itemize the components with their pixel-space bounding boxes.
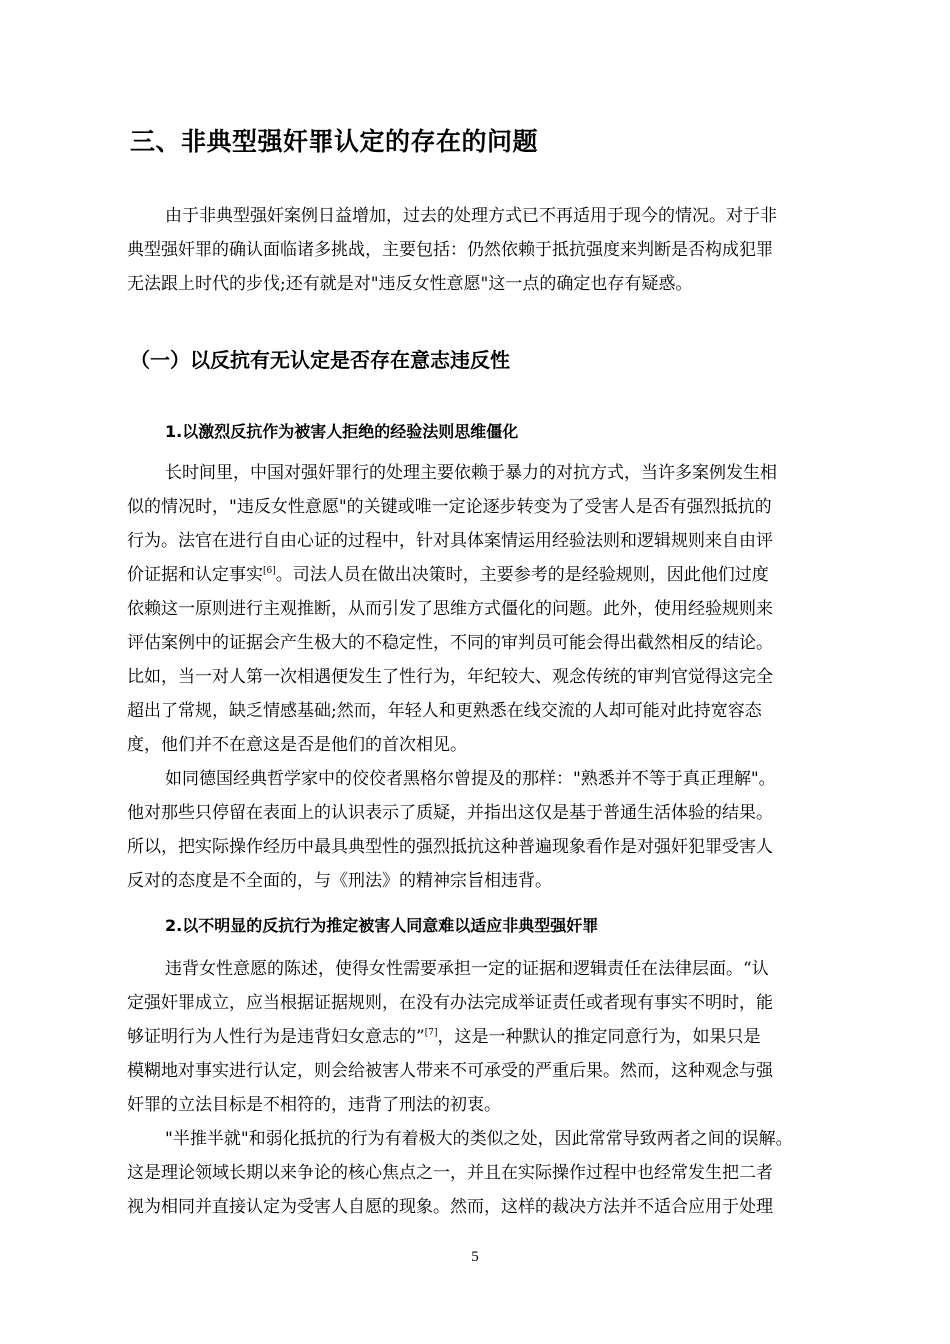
text-line: 视为相同并直接认定为受害人自愿的现象。然而，这样的裁决方法并不适合应用于处理 bbox=[127, 1197, 773, 1217]
text-line: 依赖这一原则进行主观推断，从而引发了思维方式僵化的问题。此外，使用经验规则来 bbox=[127, 599, 773, 619]
text-segment: 价证据和认定事实 bbox=[127, 565, 263, 585]
text-line: 无法跟上时代的步伐;还有就是对"违反女性意愿"这一点的确定也存有疑惑。 bbox=[127, 274, 693, 294]
section-title: 三、非典型强奸罪认定的存在的问题 bbox=[130, 127, 539, 156]
citation-ref: [6] bbox=[263, 566, 276, 576]
text-line-with-citation bbox=[127, 1020, 862, 1054]
point-1-paragraph-2 bbox=[127, 762, 862, 898]
text-line: 评估案例中的证据会产生极大的不稳定性，不同的审判员可能会得出截然相反的结论。 bbox=[127, 633, 773, 653]
point-2-title: 2.以不明显的反抗行为推定被害人同意难以适应非典型强奸罪 bbox=[165, 916, 599, 935]
text-segment: 。司法人员在做出决策时，主要参考的是经验规则，因此他们过度 bbox=[275, 565, 769, 585]
point-2-paragraph-1 bbox=[127, 952, 862, 1122]
subsection-title: （一）以反抗有无认定是否存在意志违反性 bbox=[130, 348, 510, 372]
text-line: 所以，把实际操作经历中最具典型性的强烈抵抗这种普遍现象看作是对强奸犯罪受害人 bbox=[127, 837, 773, 857]
text-line: 典型强奸罪的确认面临诸多挑战，主要包括：仍然依赖于抵抗强度来判断是否构成犯罪 bbox=[127, 240, 773, 260]
text-line: 定强奸罪成立，应当根据证据规则，在没有办法完成举证责任或者现有事实不明时，能 bbox=[127, 993, 773, 1013]
point-2-paragraph-2 bbox=[127, 1122, 862, 1224]
page-number: 5 bbox=[471, 1249, 479, 1265]
point-1-paragraph-1 bbox=[127, 456, 862, 762]
text-line: 奸罪的立法目标是不相符的，违背了刑法的初衷。 bbox=[127, 1095, 501, 1115]
text-line: 这是理论领域长期以来争论的核心焦点之一，并且在实际操作过程中也经常发生把二者 bbox=[127, 1163, 773, 1183]
text-line: 似的情况时，"违反女性意愿"的关键或唯一定论逐步转变为了受害人是否有强烈抵抗的 bbox=[127, 497, 772, 517]
text-line: 由于非典型强奸案例日益增加，过去的处理方式已不再适用于现今的情况。对于非 bbox=[165, 206, 777, 226]
intro-paragraph bbox=[127, 199, 862, 301]
text-segment: 够证明行为人性行为是违背妇女意志的” bbox=[127, 1027, 425, 1047]
citation-ref: [7] bbox=[424, 1028, 438, 1038]
text-line: 反对的态度是不全面的，与《刑法》的精神宗旨相违背。 bbox=[127, 871, 552, 891]
text-line: 违背女性意愿的陈述，使得女性需要承担一定的证据和逻辑责任在法律层面。“认 bbox=[165, 959, 769, 979]
text-line-with-citation bbox=[127, 558, 862, 592]
point-1-title: 1.以激烈反抗作为被害人拒绝的经验法则思维僵化 bbox=[165, 422, 519, 441]
text-line: 比如，当一对人第一次相遇便发生了性行为，年纪较大、观念传统的审判官觉得这完全 bbox=[127, 667, 773, 687]
text-line: 度，他们并不在意这是否是他们的首次相见。 bbox=[127, 735, 467, 755]
text-line: 如同德国经典哲学家中的佼佼者黑格尔曾提及的那样："熟悉并不等于真正理解"。 bbox=[165, 769, 776, 789]
text-line: 他对那些只停留在表面上的认识表示了质疑，并指出这仅是基于普通生活体验的结果。 bbox=[127, 803, 773, 823]
text-line: 超出了常规，缺乏情感基础;然而，年轻人和更熟悉在线交流的人却可能对此持宽容态 bbox=[127, 701, 762, 721]
text-line: 模糊地对事实进行认定，则会给被害人带来不可承受的严重后果。然而，这种观念与强 bbox=[127, 1061, 773, 1081]
text-line: 长时间里，中国对强奸罪行的处理主要依赖于暴力的对抗方式，当许多案例发生相 bbox=[165, 463, 777, 483]
text-segment: ，这是一种默认的推定同意行为，如果只是 bbox=[437, 1027, 761, 1047]
text-line: 行为。法官在进行自由心证的过程中，针对具体案情运用经验法则和逻辑规则来自由评 bbox=[127, 531, 773, 551]
text-line: "半推半就"和弱化抵抗的行为有着极大的类似之处，因此常常导致两者之间的误解。 bbox=[165, 1129, 793, 1149]
